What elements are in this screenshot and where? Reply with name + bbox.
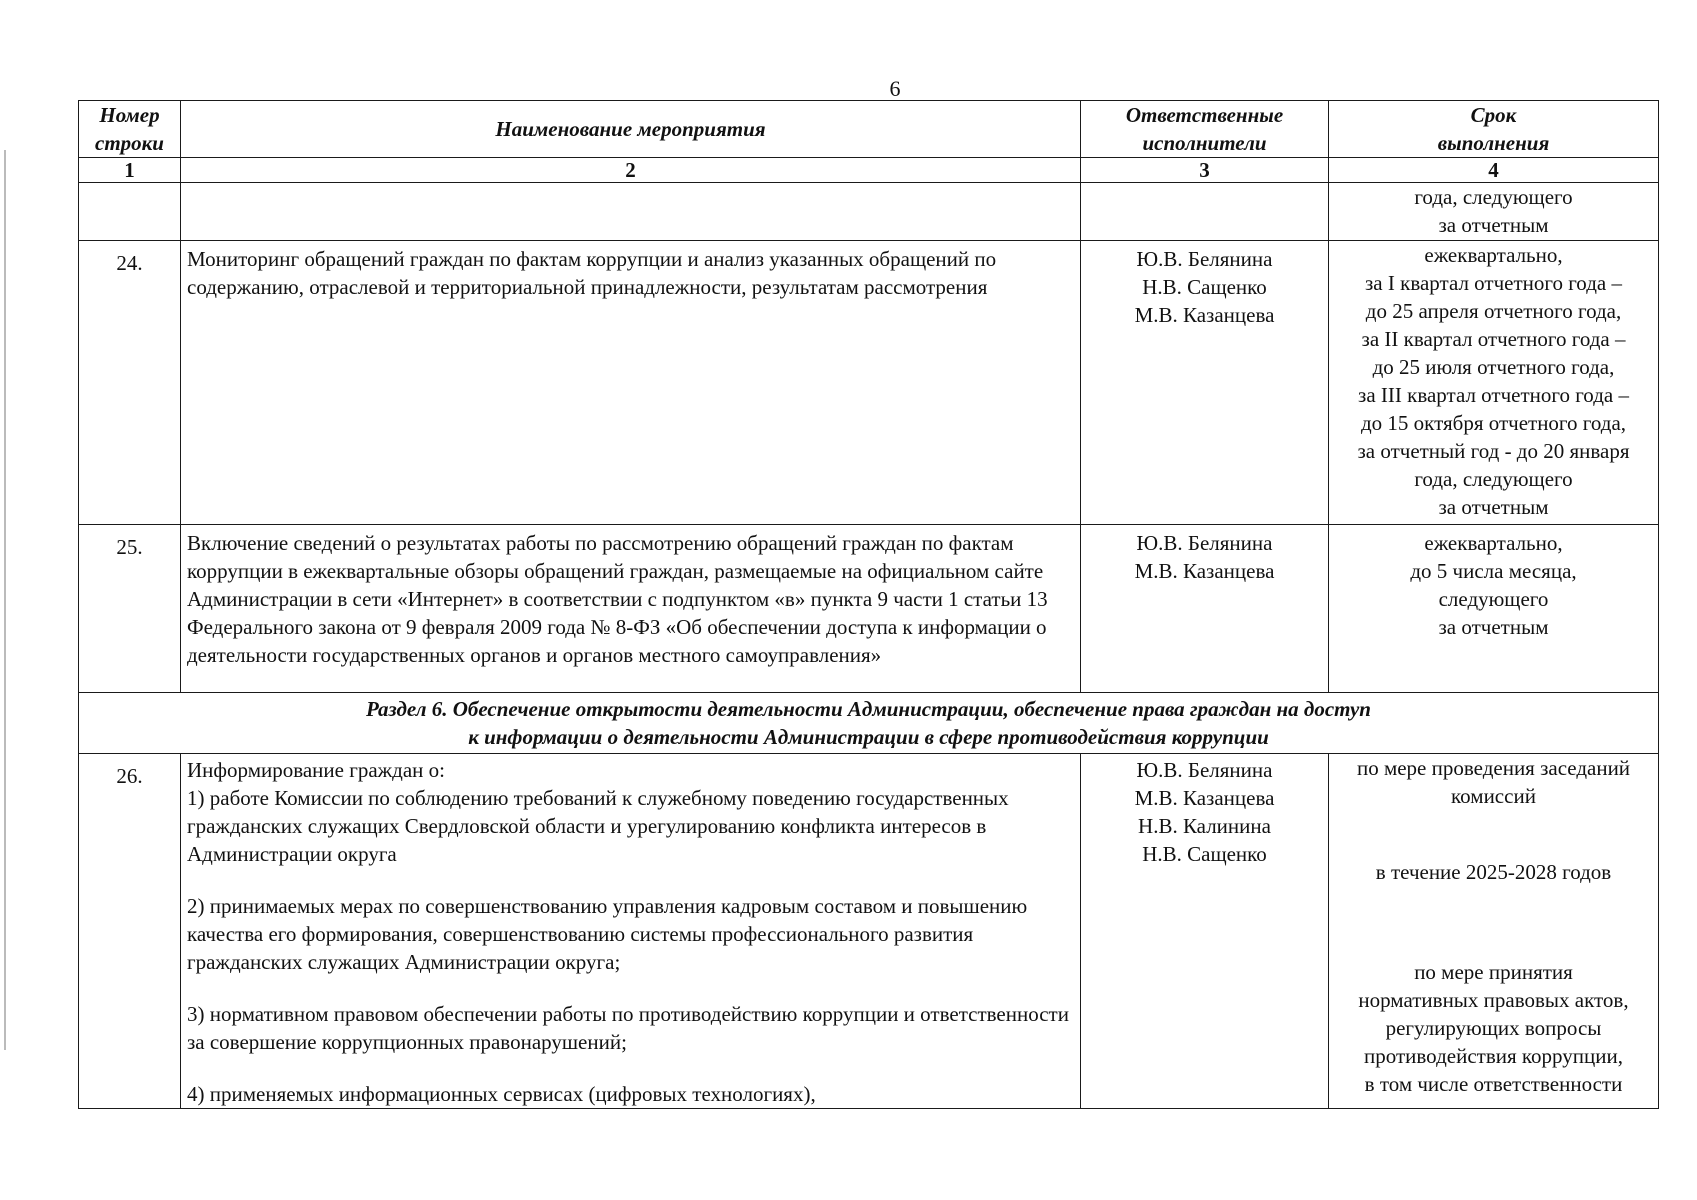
list-item: 3) нормативном правовом обеспечении работы по противодействию коррупции и ответственности за совершение коррупционных правонарушений; bbox=[187, 1002, 1069, 1054]
row-number: 24. bbox=[79, 241, 181, 525]
section-heading-row bbox=[79, 693, 1659, 754]
deadline: ежеквартально, за I квартал отчетного года – до 25 апреля отчетного года, за II квартал отчетного года – до 25 июля отчетного года, за III квартал отчетного года – до 15 октября отчетного года, за отчетный год - до 20 января года, следующего за отчетным bbox=[1329, 241, 1659, 525]
table-row bbox=[79, 754, 1659, 1109]
measure-description: Мониторинг обращений граждан по фактам коррупции и анализ указанных обращений по содержанию, отраслевой и территориальной принадлежности, результатам рассмотрения bbox=[181, 241, 1081, 525]
header-measure-name: Наименование мероприятия bbox=[181, 101, 1081, 158]
measures-table bbox=[78, 100, 1659, 1109]
table-row bbox=[79, 525, 1659, 693]
page-number: 6 bbox=[889, 76, 901, 101]
measure-description bbox=[181, 754, 1081, 1109]
intro-text: Информирование граждан о: bbox=[187, 758, 445, 782]
column-number-3: 3 bbox=[1081, 158, 1329, 183]
table-row bbox=[79, 241, 1659, 525]
header-deadline bbox=[1329, 101, 1659, 158]
continuation-row bbox=[79, 183, 1659, 241]
header-deadline-line2: выполнения bbox=[1437, 131, 1550, 155]
measure-description: Включение сведений о результатах работы по рассмотрению обращений граждан по фактам коррупции в ежеквартальные обзоры обращений граждан, размещаемые на официальном сайте Администрации в сети «Интернет» в соответствии с подпунктом «в» пункта 9 части 1 статьи 13 Федерального закона от 9 февраля 2009 года № 8-ФЗ «Об обеспечении доступа к информации о деятельности государственных органов и органов местного самоуправления» bbox=[181, 525, 1081, 693]
header-deadline-line1: Срок bbox=[1470, 103, 1517, 127]
list-item: 4) применяемых информационных сервисах (цифровых технологиях), bbox=[187, 1082, 816, 1106]
deadline: ежеквартально, до 5 числа месяца, следующего за отчетным bbox=[1329, 525, 1659, 693]
responsible-persons: Ю.В. Белянина Н.В. Сащенко М.В. Казанцева bbox=[1081, 241, 1329, 525]
list-item: 1) работе Комиссии по соблюдению требований к служебному поведению государственных гражданских служащих Свердловской области и урегулированию конфликта интересов в Администрации округа bbox=[187, 786, 1009, 866]
column-number-2: 2 bbox=[181, 158, 1081, 183]
deadline-meetings: по мере проведения заседаний bbox=[1356, 756, 1631, 780]
responsible-persons: Ю.В. Белянина М.В. Казанцева bbox=[1081, 525, 1329, 693]
deadline: по мере проведения заседаний комиссий в течение 2025-2028 годов по мере принятия нормативных правовых актов, регулирующих вопросы противодействия коррупции, в том числе ответственности bbox=[1329, 754, 1659, 1109]
row-number: 25. bbox=[79, 525, 181, 693]
row-number: 26. bbox=[79, 754, 181, 1109]
section-heading: Раздел 6. Обеспечение открытости деятельности Администрации, обеспечение права граждан на доступ к информации о деятельности Администрации в сфере противодействия коррупции bbox=[79, 693, 1659, 754]
header-row-number: Номер строки bbox=[79, 101, 181, 158]
header-responsible: Ответственные исполнители bbox=[1081, 101, 1329, 158]
deadline-period: в течение 2025-2028 годов bbox=[1375, 860, 1612, 884]
table-header-row bbox=[79, 101, 1659, 158]
continuation-deadline: года, следующего за отчетным bbox=[1329, 183, 1659, 241]
deadline-acts: по мере принятия bbox=[1414, 960, 1573, 984]
column-numbers-row bbox=[79, 158, 1659, 183]
scan-margin-line bbox=[4, 150, 6, 1050]
column-number-1: 1 bbox=[79, 158, 181, 183]
responsible-persons: Ю.В. Белянина М.В. Казанцева Н.В. Калинина Н.В. Сащенко bbox=[1081, 754, 1329, 1109]
list-item: 2) принимаемых мерах по совершенствованию управления кадровым составом и повышению качества его формирования, совершенствованию системы профессионального развития гражданских служащих Администрации округа; bbox=[187, 894, 1028, 974]
column-number-4: 4 bbox=[1329, 158, 1659, 183]
